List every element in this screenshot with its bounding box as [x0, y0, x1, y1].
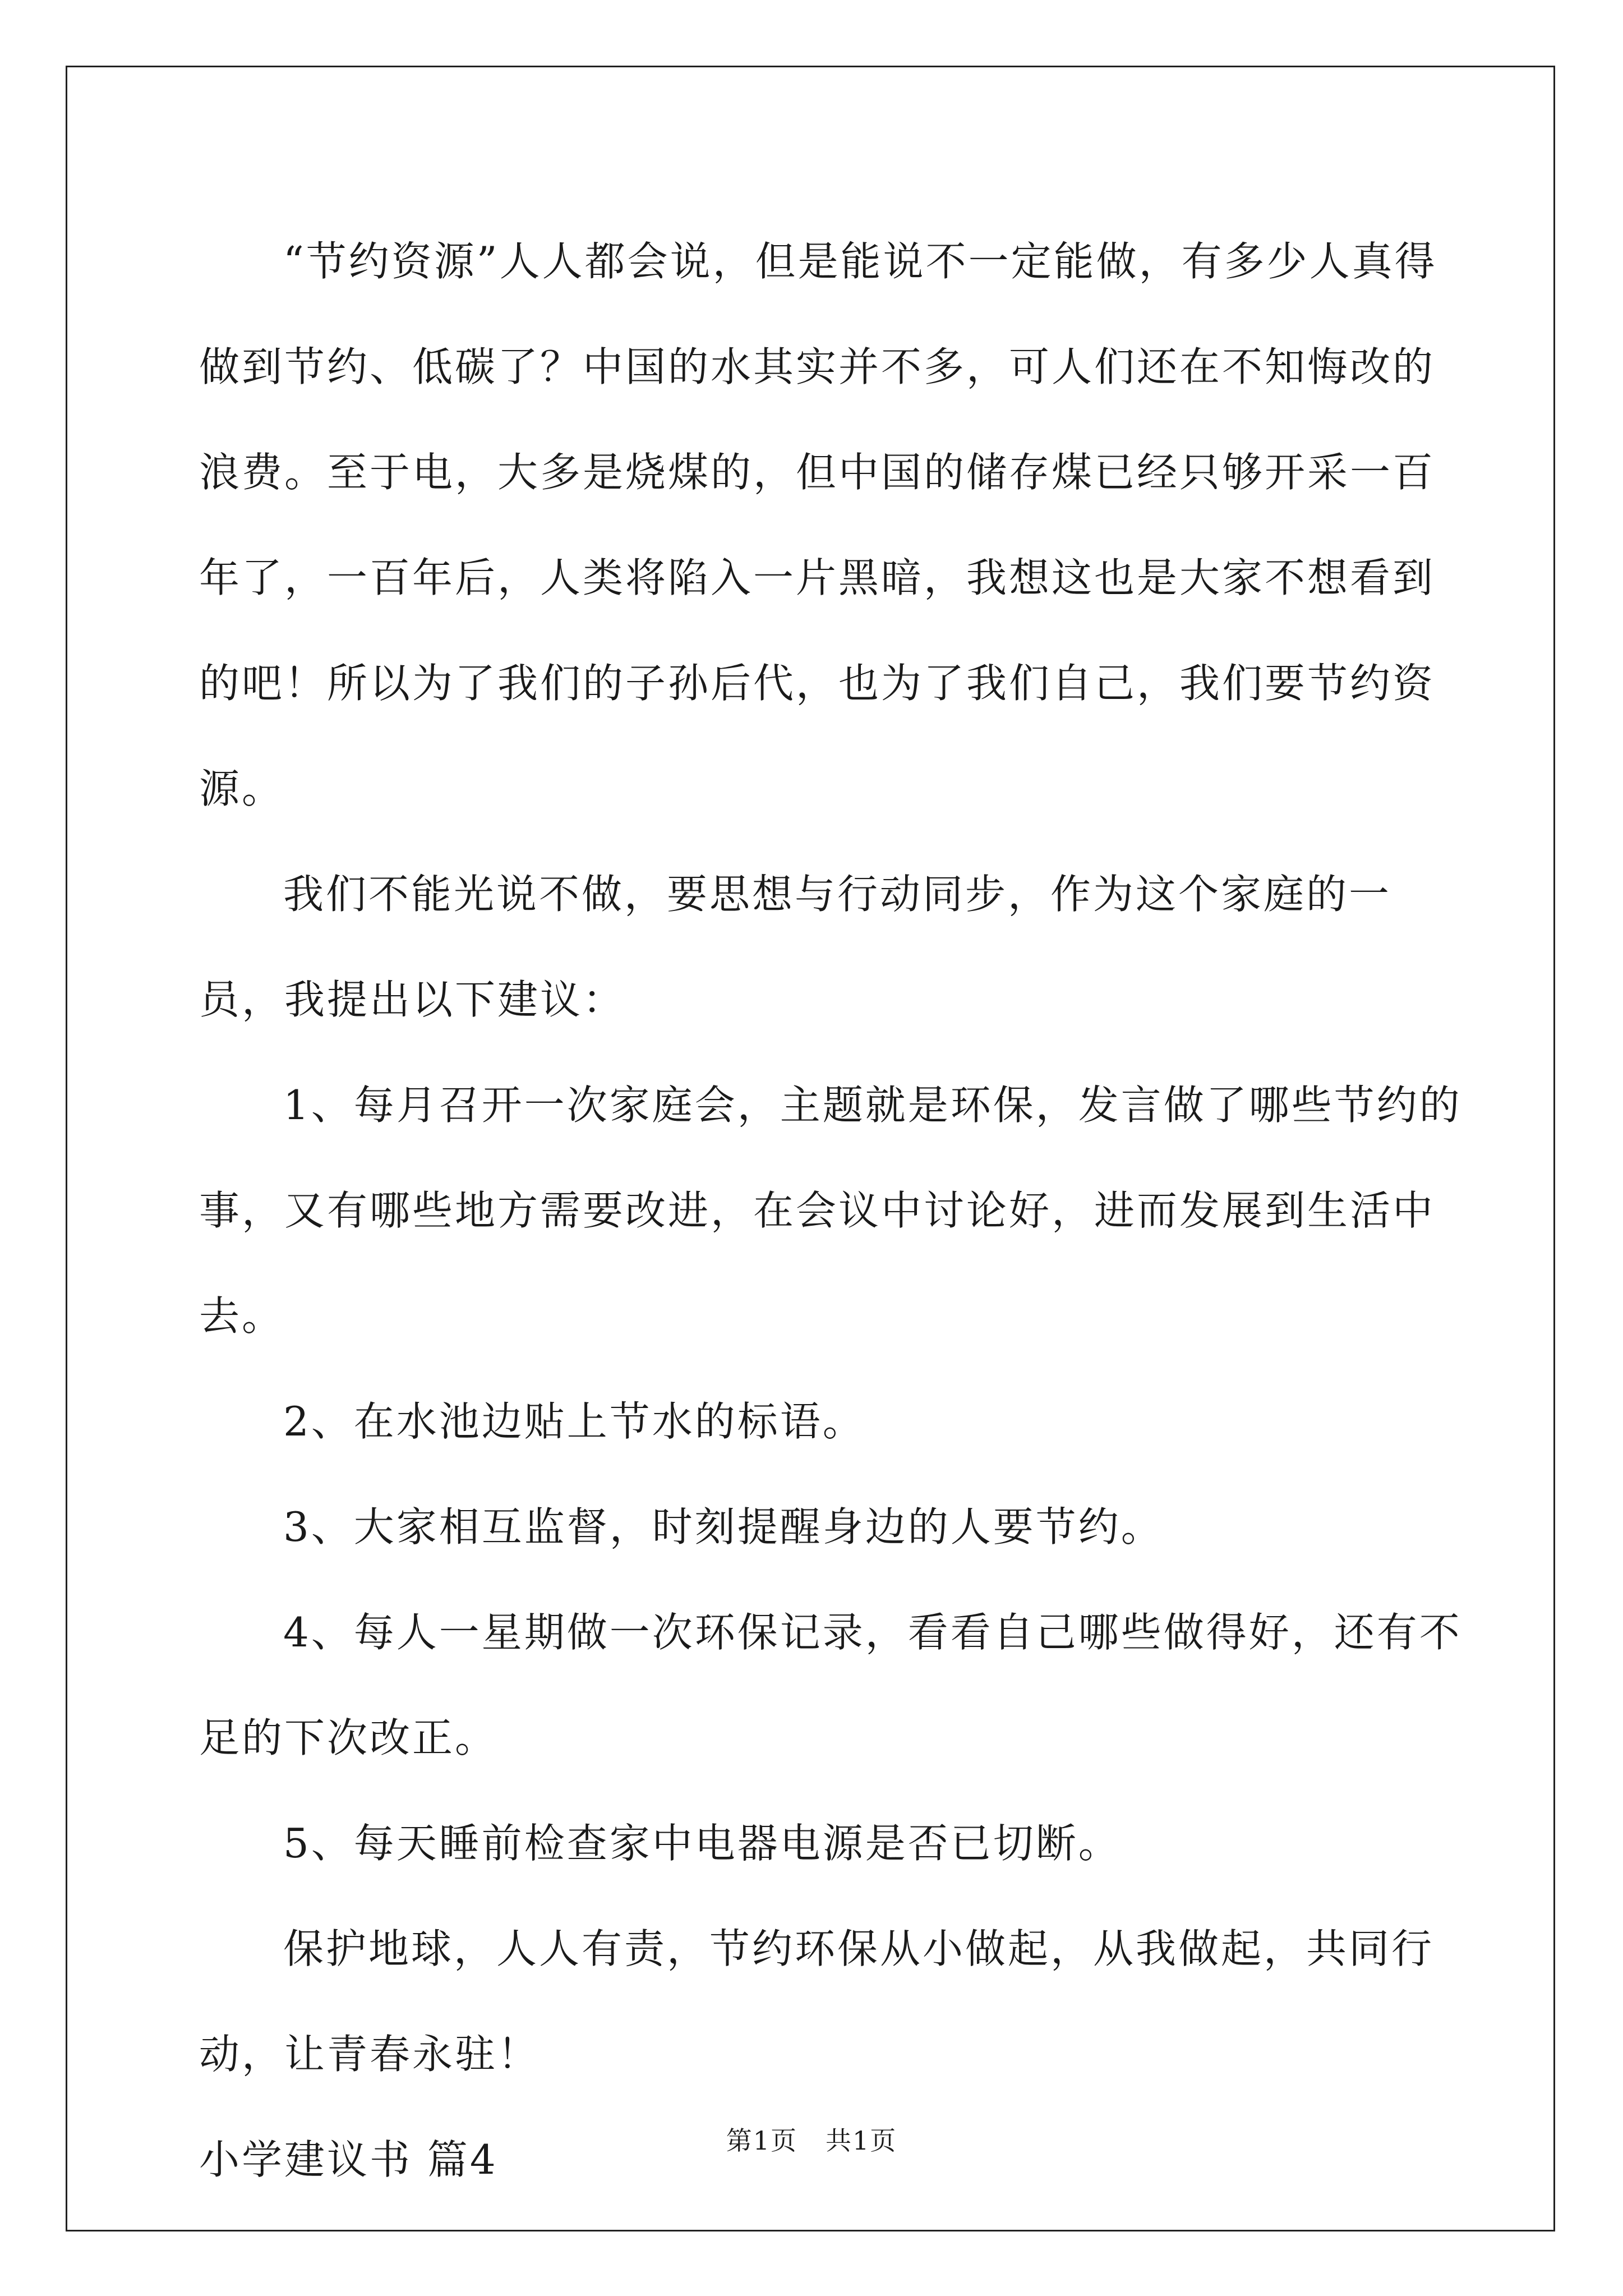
document-body: [199, 209, 1467, 2212]
paragraph-closing: 保护地球，人人有责，节约环保从小做起，从我做起，共同行动，让青春永驻！: [199, 1925, 1435, 2078]
paragraph-intro: “节约资源”人人都会说，但是能说不一定能做，有多少人真得做到节约、低碳了？中国的水其实并不多，可人们还在不知悔改的浪费。至于电，大多是烧煤的，但中国的储存煤已经只够开采一百年了，一百年后，人类将陷入一片黑暗，我想这也是大家不想看到的吧！所以为了我们的子孙后代，也为了我们自己，我们要节约资源。: [199, 238, 1437, 812]
page-number: 第1页: [726, 2125, 798, 2156]
suggestion-1: 1、每月召开一次家庭会，主题就是环保，发言做了哪些节约的事，又有哪些地方需要改进，在会议中讨论好，进而发展到生活中去。: [199, 1082, 1462, 1340]
suggestion-4: 4、每人一星期做一次环保记录，看看自己哪些做得好，还有不足的下次改正。: [199, 1609, 1462, 1761]
page-footer: [0, 2120, 1623, 2157]
suggestion-5: 5、每天睡前检查家中电器电源是否已切断。: [283, 1820, 1121, 1867]
suggestion-2: 2、在水池边贴上节水的标语。: [283, 1398, 865, 1445]
section-heading: 小学建议书 篇4: [199, 2136, 498, 2183]
paragraph-proposal: 我们不能光说不做，要思想与行动同步，作为这个家庭的一员，我提出以下建议：: [199, 871, 1392, 1023]
suggestion-3: 3、大家相互监督，时刻提醒身边的人要节约。: [283, 1503, 1164, 1550]
page-total: 共1页: [825, 2125, 897, 2156]
